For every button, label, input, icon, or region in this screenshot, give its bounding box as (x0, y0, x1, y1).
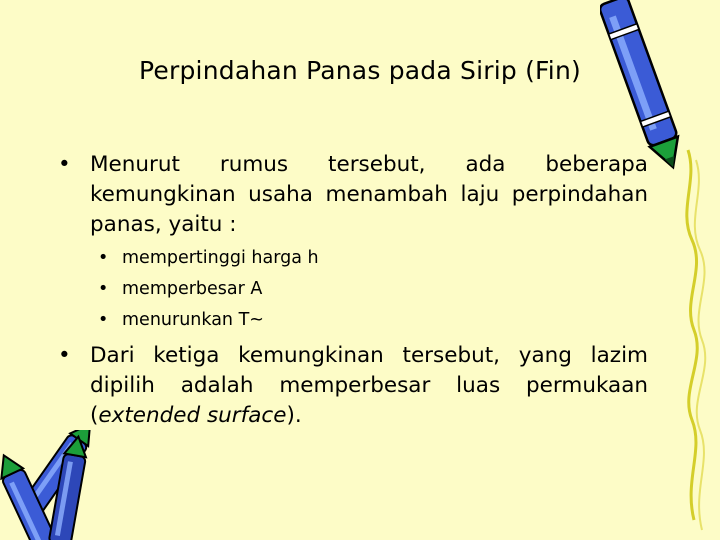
sub-list (98, 243, 498, 336)
slide-title: Perpindahan Panas pada Sirip (Fin) (139, 56, 581, 85)
bullet-text-italic: extended surface (98, 403, 287, 428)
sub-item-text: menurunkan T~ (122, 310, 264, 330)
pencil-icon (600, 0, 690, 175)
bullet-item-2 (58, 341, 648, 431)
bullet-item-1 (58, 150, 648, 240)
bullet-text (90, 341, 648, 431)
sub-bullet-marker: • (98, 310, 109, 330)
sub-bullet-marker: • (98, 248, 109, 268)
bullet-text: Menurut rumus tersebut, ada beberapa kemungkinan usaha menambah laju perpindahan panas, yaitu : (90, 152, 648, 237)
sub-item-text: memperbesar A (122, 279, 263, 299)
bullet-text-before: Dari ketiga kemungkinan tersebut, yang lazim dipilih adalah memperbesar luas permukaan ( (90, 343, 648, 428)
bullet-text-after: ). (286, 403, 302, 428)
sub-item (98, 274, 498, 305)
sub-bullet-marker: • (98, 279, 109, 299)
bullet-marker: • (58, 152, 71, 177)
bullet-marker: • (58, 343, 71, 368)
sub-item (98, 305, 498, 336)
sub-item-text: mempertinggi harga h (122, 248, 319, 268)
pencil-cluster-icon (0, 430, 115, 540)
sub-item (98, 243, 498, 274)
